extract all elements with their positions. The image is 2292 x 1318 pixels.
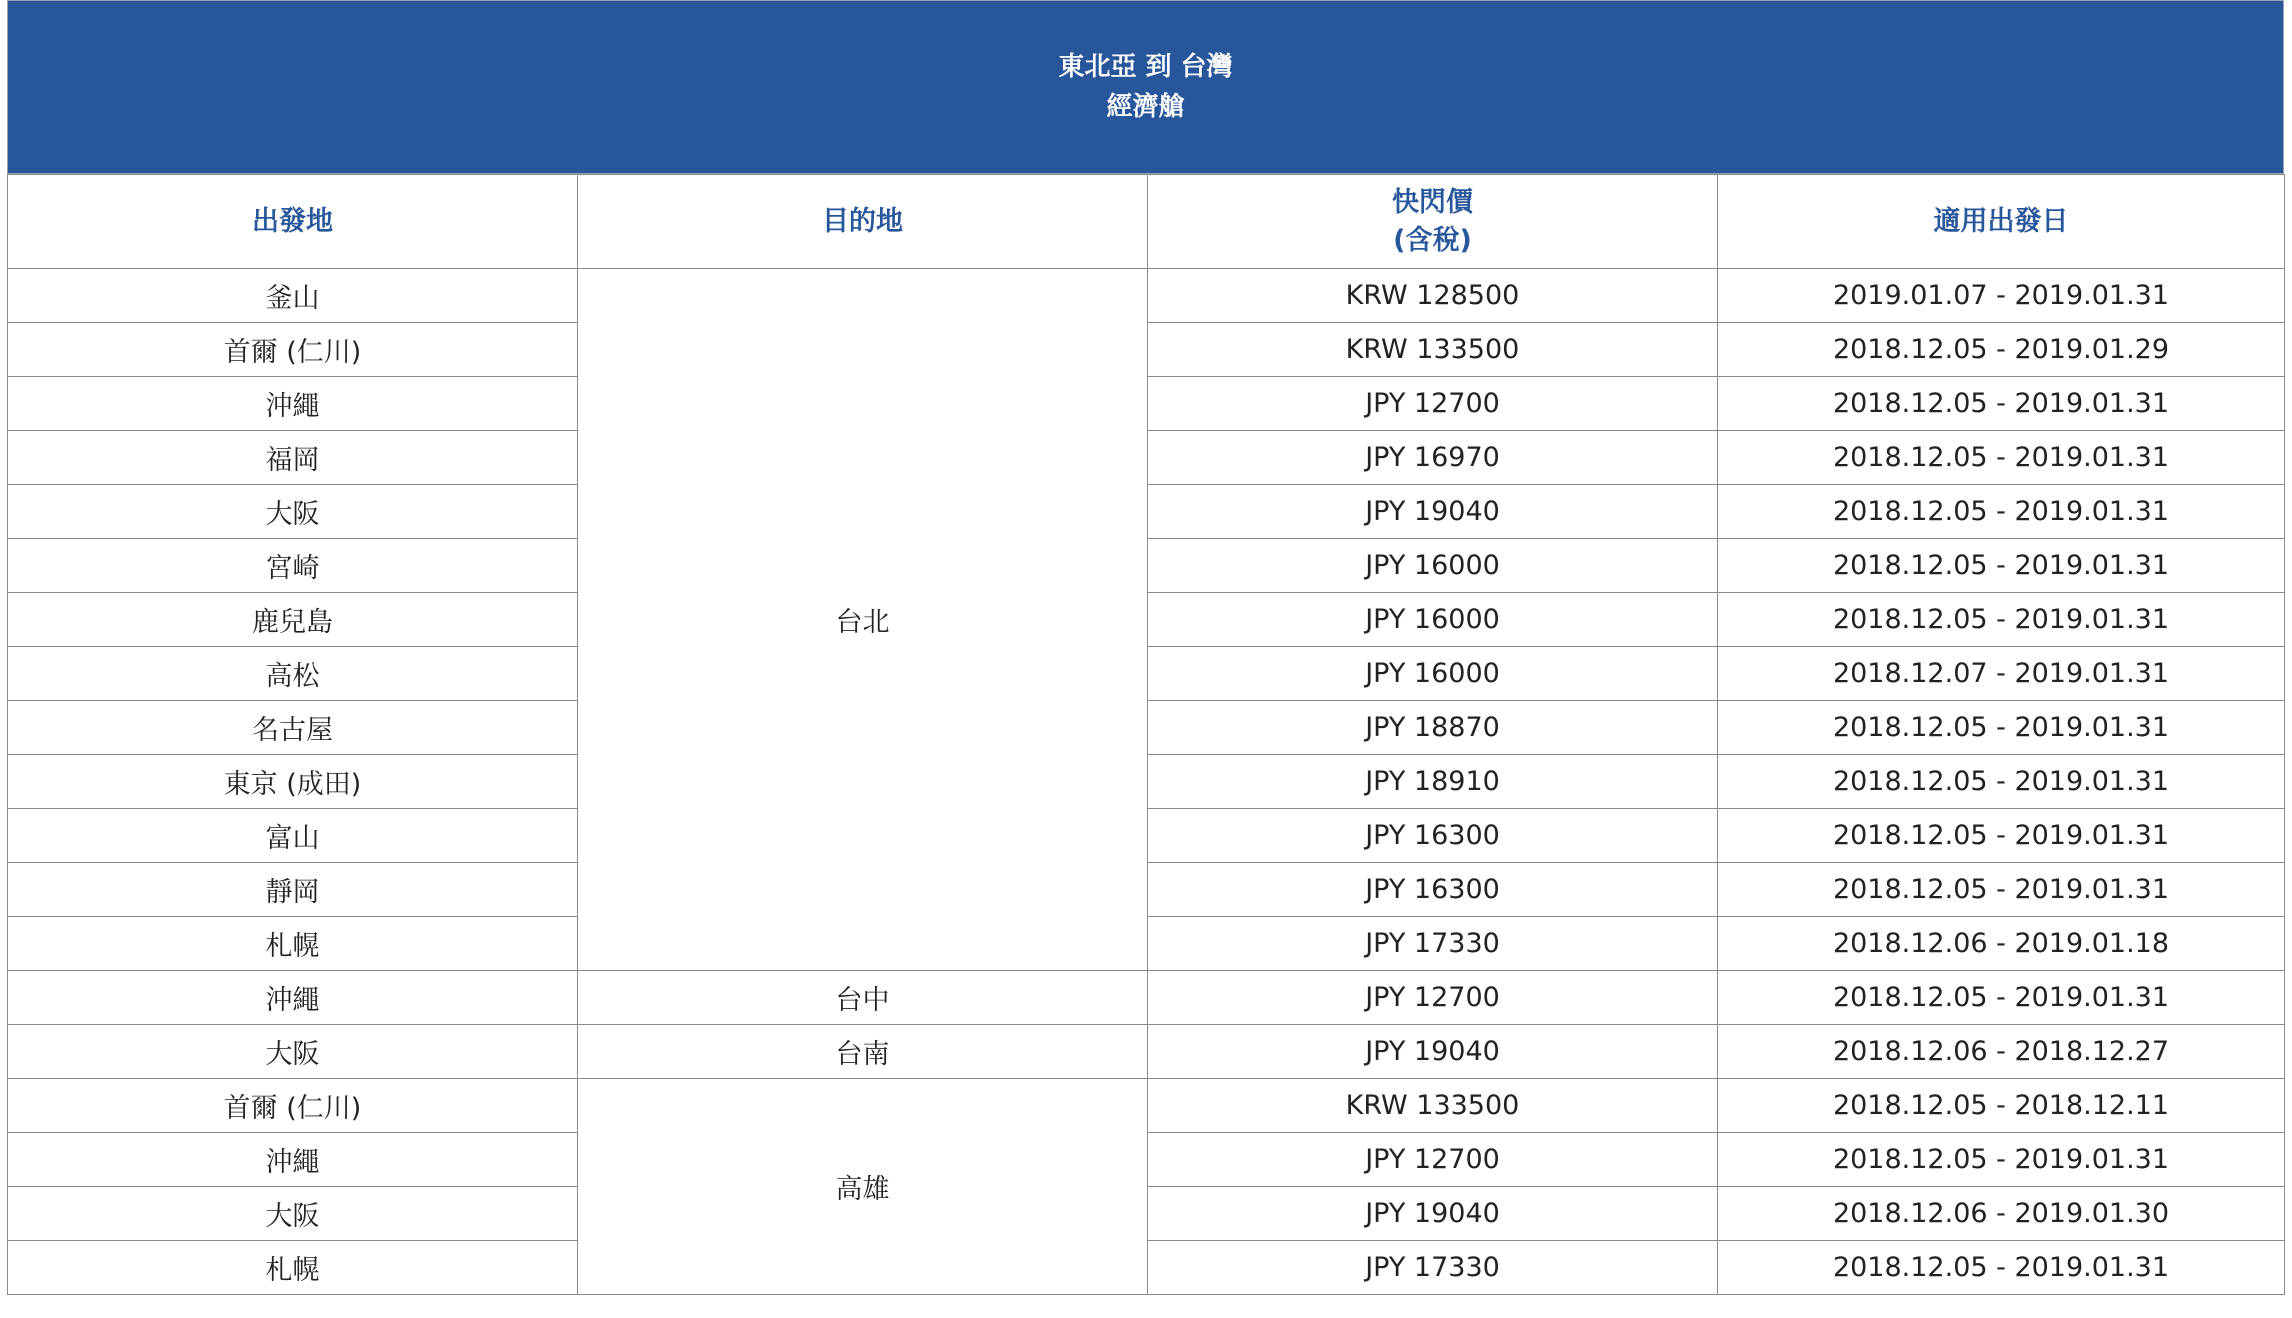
origin-cell: 鹿兒島 [8,593,578,647]
fare-table-body [8,269,2285,1295]
destination-cell: 台南 [578,1025,1148,1079]
dates-cell: 2018.12.05 - 2019.01.31 [1718,485,2285,539]
price-header-tax-note: (含稅) [1393,224,1472,256]
dates-cell: 2018.12.05 - 2019.01.31 [1718,1241,2285,1295]
table-row [8,971,2285,1025]
table-row [8,1079,2285,1133]
dates-cell: 2018.12.05 - 2019.01.31 [1718,701,2285,755]
dates-cell: 2018.12.05 - 2019.01.31 [1718,431,2285,485]
origin-cell: 福岡 [8,431,578,485]
price-cell: JPY 19040 [1148,1187,1718,1241]
origin-cell: 釜山 [8,269,578,323]
origin-cell: 沖繩 [8,377,578,431]
origin-cell: 首爾 (仁川) [8,1079,578,1133]
origin-cell: 大阪 [8,1187,578,1241]
origin-cell: 東京 (成田) [8,755,578,809]
price-cell: JPY 17330 [1148,1241,1718,1295]
origin-cell: 札幌 [8,1241,578,1295]
origin-cell: 富山 [8,809,578,863]
price-cell: JPY 16300 [1148,809,1718,863]
origin-cell: 札幌 [8,917,578,971]
destination-cell: 台中 [578,971,1148,1025]
origin-cell: 靜岡 [8,863,578,917]
dates-cell: 2018.12.05 - 2018.12.11 [1718,1079,2285,1133]
dates-cell: 2018.12.05 - 2019.01.31 [1718,809,2285,863]
price-cell: JPY 19040 [1148,1025,1718,1079]
dates-cell: 2019.01.07 - 2019.01.31 [1718,269,2285,323]
destination-cell: 高雄 [578,1079,1148,1295]
price-cell: KRW 128500 [1148,269,1718,323]
cabin-title: 經濟艙 [1106,92,1185,122]
dates-cell: 2018.12.06 - 2019.01.18 [1718,917,2285,971]
destination-cell: 台北 [578,269,1148,971]
dates-cell: 2018.12.05 - 2019.01.31 [1718,539,2285,593]
column-header-dates: 適用出發日 [1718,175,2285,269]
dates-cell: 2018.12.05 - 2019.01.31 [1718,377,2285,431]
table-row [8,269,2285,323]
origin-cell: 沖繩 [8,1133,578,1187]
dates-cell: 2018.12.06 - 2018.12.27 [1718,1025,2285,1079]
price-header-label: 快閃價 [1392,186,1473,218]
column-header-origin: 出發地 [8,175,578,269]
dates-cell: 2018.12.05 - 2019.01.31 [1718,863,2285,917]
price-cell: JPY 17330 [1148,917,1718,971]
price-cell: JPY 12700 [1148,377,1718,431]
price-cell: JPY 16000 [1148,647,1718,701]
price-cell: KRW 133500 [1148,1079,1718,1133]
dates-cell: 2018.12.06 - 2019.01.30 [1718,1187,2285,1241]
price-cell: JPY 18870 [1148,701,1718,755]
origin-cell: 沖繩 [8,971,578,1025]
origin-cell: 宮崎 [8,539,578,593]
price-cell: JPY 18910 [1148,755,1718,809]
header-row [8,175,2285,269]
column-header-destination: 目的地 [578,175,1148,269]
dates-cell: 2018.12.07 - 2019.01.31 [1718,647,2285,701]
origin-cell: 大阪 [8,485,578,539]
origin-cell: 首爾 (仁川) [8,323,578,377]
price-cell: KRW 133500 [1148,323,1718,377]
price-cell: JPY 19040 [1148,485,1718,539]
price-cell: JPY 16000 [1148,593,1718,647]
table-row [8,1025,2285,1079]
price-cell: JPY 16300 [1148,863,1718,917]
dates-cell: 2018.12.05 - 2019.01.31 [1718,755,2285,809]
price-cell: JPY 16970 [1148,431,1718,485]
fare-table [7,174,2285,1295]
dates-cell: 2018.12.05 - 2019.01.31 [1718,971,2285,1025]
origin-cell: 高松 [8,647,578,701]
price-cell: JPY 12700 [1148,1133,1718,1187]
route-title: 東北亞 到 台灣 [1058,52,1233,82]
price-cell: JPY 16000 [1148,539,1718,593]
table-banner [7,0,2284,174]
column-header-price [1148,175,1718,269]
dates-cell: 2018.12.05 - 2019.01.31 [1718,593,2285,647]
origin-cell: 名古屋 [8,701,578,755]
origin-cell: 大阪 [8,1025,578,1079]
dates-cell: 2018.12.05 - 2019.01.31 [1718,1133,2285,1187]
price-cell: JPY 12700 [1148,971,1718,1025]
fare-table-container [7,0,2284,1295]
dates-cell: 2018.12.05 - 2019.01.29 [1718,323,2285,377]
